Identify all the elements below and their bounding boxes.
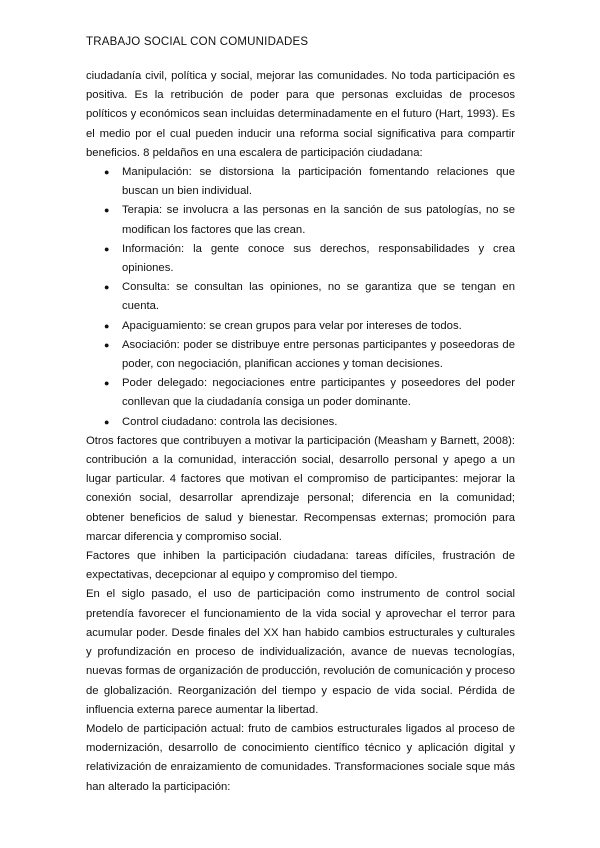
list-item — [86, 201, 515, 239]
list-item-text: Control ciudadano: controla las decisiones. — [122, 415, 338, 428]
bullet-icon: ● — [104, 320, 110, 331]
list-item — [86, 240, 515, 278]
bullet-icon: ● — [104, 243, 110, 254]
bullet-icon: ● — [104, 416, 110, 427]
list-item-text: Consulta: se consultan las opiniones, no se garantiza que se tengan en cuenta. — [122, 281, 515, 313]
participation-ladder-list — [86, 163, 515, 432]
bullet-icon: ● — [104, 205, 110, 216]
bullet-icon: ● — [104, 282, 110, 293]
bullet-icon: ● — [104, 378, 110, 389]
bullet-icon: ● — [104, 167, 110, 178]
list-item-text: Manipulación: se distorsiona la participación fomentando relaciones que buscan un bien individual. — [122, 166, 515, 198]
paragraph-intro: ciudadanía civil, política y social, mejorar las comunidades. No toda participación es positiva. Es la retribución de poder para que personas excluidas de procesos políticos y económicos sean incluidas determinadamente en el futuro (Hart, 1993). Es el medio por el cual pueden inducir una reforma social significativa para compartir beneficios. 8 peldaños en una escalera de participación ciudadana: — [86, 70, 515, 159]
body-text — [86, 67, 515, 797]
list-item — [86, 413, 515, 432]
list-item — [86, 317, 515, 336]
paragraph-inhibiting-factors: Factores que inhiben la participación ciudadana: tareas difíciles, frustración de expectativas, decepcionar al equipo y compromiso del tiempo. — [86, 550, 515, 582]
list-item-text: Poder delegado: negociaciones entre participantes y poseedores del poder conllevan que la ciudadanía consiga un poder dominante. — [122, 377, 515, 409]
running-header: TRABAJO SOCIAL CON COMUNIDADES — [86, 36, 309, 48]
paragraph-current-model: Modelo de participación actual: fruto de cambios estructurales ligados al proceso de modernización, desarrollo de conocimiento científico técnico y aplicación digital y relativización de enraizamiento de comunidades. Transformaciones sociale sque más han alterado la participación: — [86, 722, 515, 793]
bullet-icon: ● — [104, 339, 110, 350]
list-item-text: Información: la gente conoce sus derechos, responsabilidades y crea opiniones. — [122, 242, 515, 275]
list-item — [86, 336, 515, 374]
list-item — [86, 374, 515, 412]
list-item — [86, 163, 515, 201]
paragraph-motivating-factors: Otros factores que contribuyen a motivar la participación (Measham y Barnett, 2008): contribución a la comunidad, interacción social, desarrollo personal y apego a un lugar particular. 4 factores que motivan el compromiso de participantes: mejorar la conexión social, desarrollar aprendizaje personal; diferencia en la comunidad; obtener beneficios de salud y bienestar. Recompensas externas; promoción para marcar diferencia y compromiso social. — [86, 434, 515, 543]
list-item-text: Terapia: se involucra a las personas en la sanción de sus patologías, no se modifican los factores que las crean. — [122, 204, 515, 236]
list-item-text: Apaciguamiento: se crean grupos para velar por intereses de todos. — [122, 319, 462, 332]
list-item-text: Asociación: poder se distribuye entre personas participantes y poseedoras de poder, con negociación, planifican acciones y toman decisiones. — [122, 338, 515, 371]
list-item — [86, 278, 515, 316]
paragraph-history: En el siglo pasado, el uso de participación como instrumento de control social pretendía favorecer el funcionamiento de la vida social y aprovechar el terror para acumular poder. Desde finales del XX han habido cambios estructurales y culturales y profundización en proceso de individualización, avance de nuevas tecnologías, nuevas formas de organización de producción, revolución de comunicación y proceso de globalización. Reorganización del tiempo y espacio de vida social. Pérdida de influencia externa parece aumentar la libertad. — [86, 588, 515, 716]
